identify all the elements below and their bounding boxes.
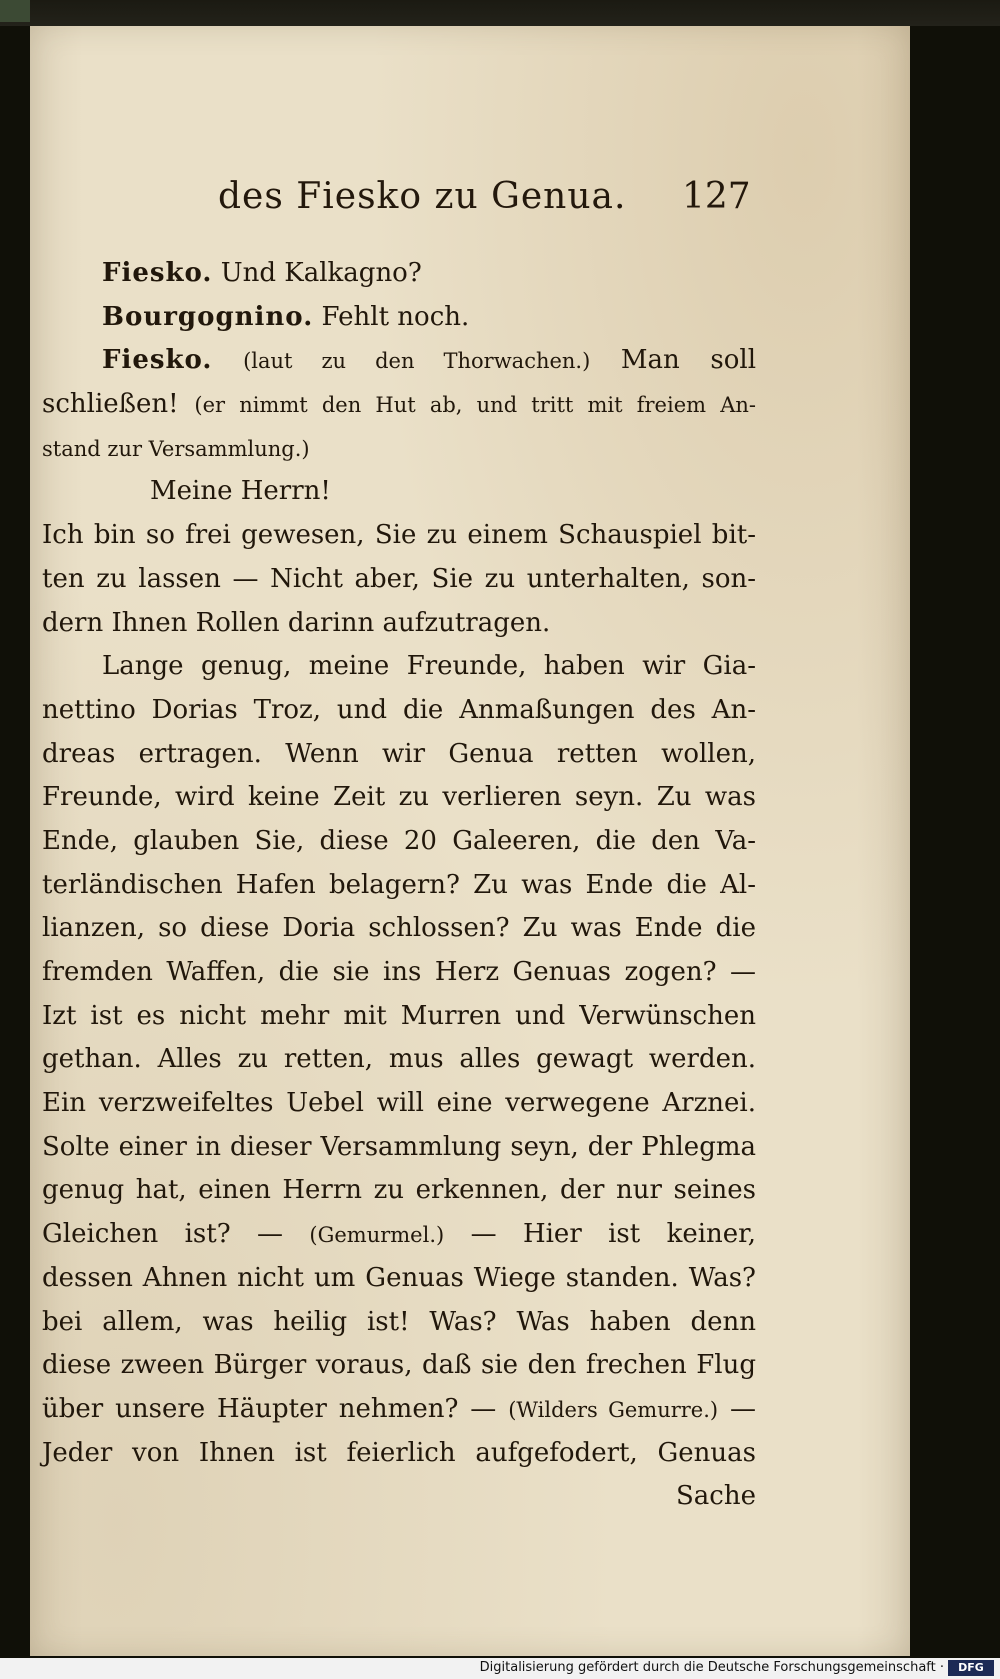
stage-direction: (Gemurmel.) bbox=[309, 1223, 445, 1248]
speech-text: Ich bin so frei gewesen, Sie zu einem Schauspiel bit- bbox=[42, 520, 756, 551]
speech-text: ten zu lassen — Nicht aber, Sie zu unterhalten, son- bbox=[42, 563, 756, 594]
body-text bbox=[42, 252, 756, 1519]
speech-text: bei allem, was heilig ist! Was? Was haben denn bbox=[42, 1306, 756, 1337]
text-line bbox=[42, 1169, 756, 1213]
page-header bbox=[30, 176, 910, 236]
text-line bbox=[42, 558, 756, 602]
text-line bbox=[42, 470, 756, 514]
digitization-footer bbox=[0, 1658, 1000, 1679]
speech-text: Ein verzweifeltes Uebel will eine verwegene Arznei. bbox=[42, 1088, 756, 1119]
text-line bbox=[42, 820, 756, 864]
catchword bbox=[42, 1475, 756, 1519]
text-line bbox=[42, 995, 756, 1039]
text-line bbox=[42, 733, 756, 777]
text-line bbox=[42, 907, 756, 951]
speech-text: terländischen Hafen belagern? Zu was Ende die Al- bbox=[42, 869, 756, 900]
text-line bbox=[42, 339, 756, 383]
speech-text: Solte einer in dieser Versammlung seyn, der Phlegma bbox=[42, 1131, 756, 1162]
page-number: 127 bbox=[682, 176, 751, 217]
speech-text: Ende, glauben Sie, diese 20 Galeeren, die den Va- bbox=[42, 825, 756, 856]
text-line bbox=[42, 1344, 756, 1388]
speech-text: — bbox=[730, 1393, 757, 1424]
speech-text: dessen Ahnen nicht um Genuas Wiege standen. Was? bbox=[42, 1262, 756, 1293]
stage-direction: (Wilders Gemurre.) bbox=[508, 1397, 719, 1422]
speech-text: Fehlt noch. bbox=[321, 301, 470, 332]
text-line bbox=[42, 1038, 756, 1082]
speech-text: schließen! bbox=[42, 389, 179, 420]
text-line bbox=[42, 1388, 756, 1432]
book-page bbox=[30, 26, 910, 1656]
text-line bbox=[42, 1082, 756, 1126]
speech-text: Gleichen ist? — bbox=[42, 1219, 284, 1250]
text-line bbox=[42, 864, 756, 908]
text-line bbox=[42, 514, 756, 558]
funding-credit: Digitalisierung gefördert durch die Deutsche Forschungsgemeinschaft · bbox=[479, 1660, 944, 1675]
stage-direction: stand zur Versammlung.) bbox=[42, 436, 310, 461]
text-line bbox=[42, 1432, 756, 1476]
scan-background bbox=[0, 0, 1000, 26]
speech-text: gethan. Alles zu retten, mus alles gewagt werden. bbox=[42, 1044, 756, 1075]
text-line bbox=[42, 427, 756, 471]
running-title: des Fiesko zu Genua. bbox=[218, 176, 627, 217]
speech-text: dern Ihnen Rollen darinn aufzutragen. bbox=[42, 607, 551, 638]
speech-text: Und Kalkagno? bbox=[220, 258, 422, 288]
text-line bbox=[42, 602, 756, 646]
speech-text: über unsere Häupter nehmen? — bbox=[42, 1393, 497, 1424]
speech-text: Izt ist es nicht mehr mit Murren und Verwünschen bbox=[42, 1000, 756, 1031]
speaker-name: Fiesko. bbox=[102, 345, 213, 376]
speech-text: diese zween Bürger voraus, daß sie den frechen Flug bbox=[42, 1350, 756, 1381]
text-line bbox=[42, 1126, 756, 1170]
text-line bbox=[42, 1257, 756, 1301]
text-line bbox=[42, 383, 756, 427]
speech-text: Lange genug, meine Freunde, haben wir Gia- bbox=[102, 651, 756, 682]
speech-text: fremden Waffen, die sie ins Herz Genuas zogen? — bbox=[42, 957, 756, 987]
book-spine-edge bbox=[0, 0, 30, 22]
speech-text: lianzen, so diese Doria schlossen? Zu was Ende die bbox=[42, 913, 756, 944]
text-line bbox=[42, 1301, 756, 1345]
text-line bbox=[42, 296, 756, 340]
catchword-text: Sache bbox=[675, 1481, 756, 1512]
speech-text: — Hier ist keiner, bbox=[470, 1219, 757, 1250]
stage-direction: (er nimmt den Hut ab, und tritt mit freiem An- bbox=[194, 393, 756, 418]
speech-text: Man soll bbox=[620, 345, 757, 376]
speech-text: genug hat, einen Herrn zu erkennen, der nur seines bbox=[42, 1175, 756, 1206]
text-line bbox=[42, 1213, 756, 1257]
text-line bbox=[42, 689, 756, 733]
text-line bbox=[42, 252, 756, 296]
dfg-logo: DFG bbox=[948, 1660, 994, 1676]
text-line bbox=[42, 951, 756, 995]
speaker-name: Bourgognino. bbox=[102, 301, 314, 332]
speech-text: dreas ertragen. Wenn wir Genua retten wollen, bbox=[42, 738, 756, 769]
speech-text: Jeder von Ihnen ist feierlich aufgefodert, Genuas bbox=[42, 1437, 756, 1468]
text-line bbox=[42, 776, 756, 820]
speech-text: Meine Herrn! bbox=[150, 476, 331, 507]
speaker-name: Fiesko. bbox=[102, 258, 213, 288]
text-line bbox=[42, 645, 756, 689]
stage-direction: (laut zu den Thorwachen.) bbox=[243, 349, 591, 374]
speech-text: nettino Dorias Troz, und die Anmaßungen des An- bbox=[42, 694, 756, 725]
speech-text: Freunde, wird keine Zeit zu verlieren seyn. Zu was bbox=[42, 782, 756, 813]
